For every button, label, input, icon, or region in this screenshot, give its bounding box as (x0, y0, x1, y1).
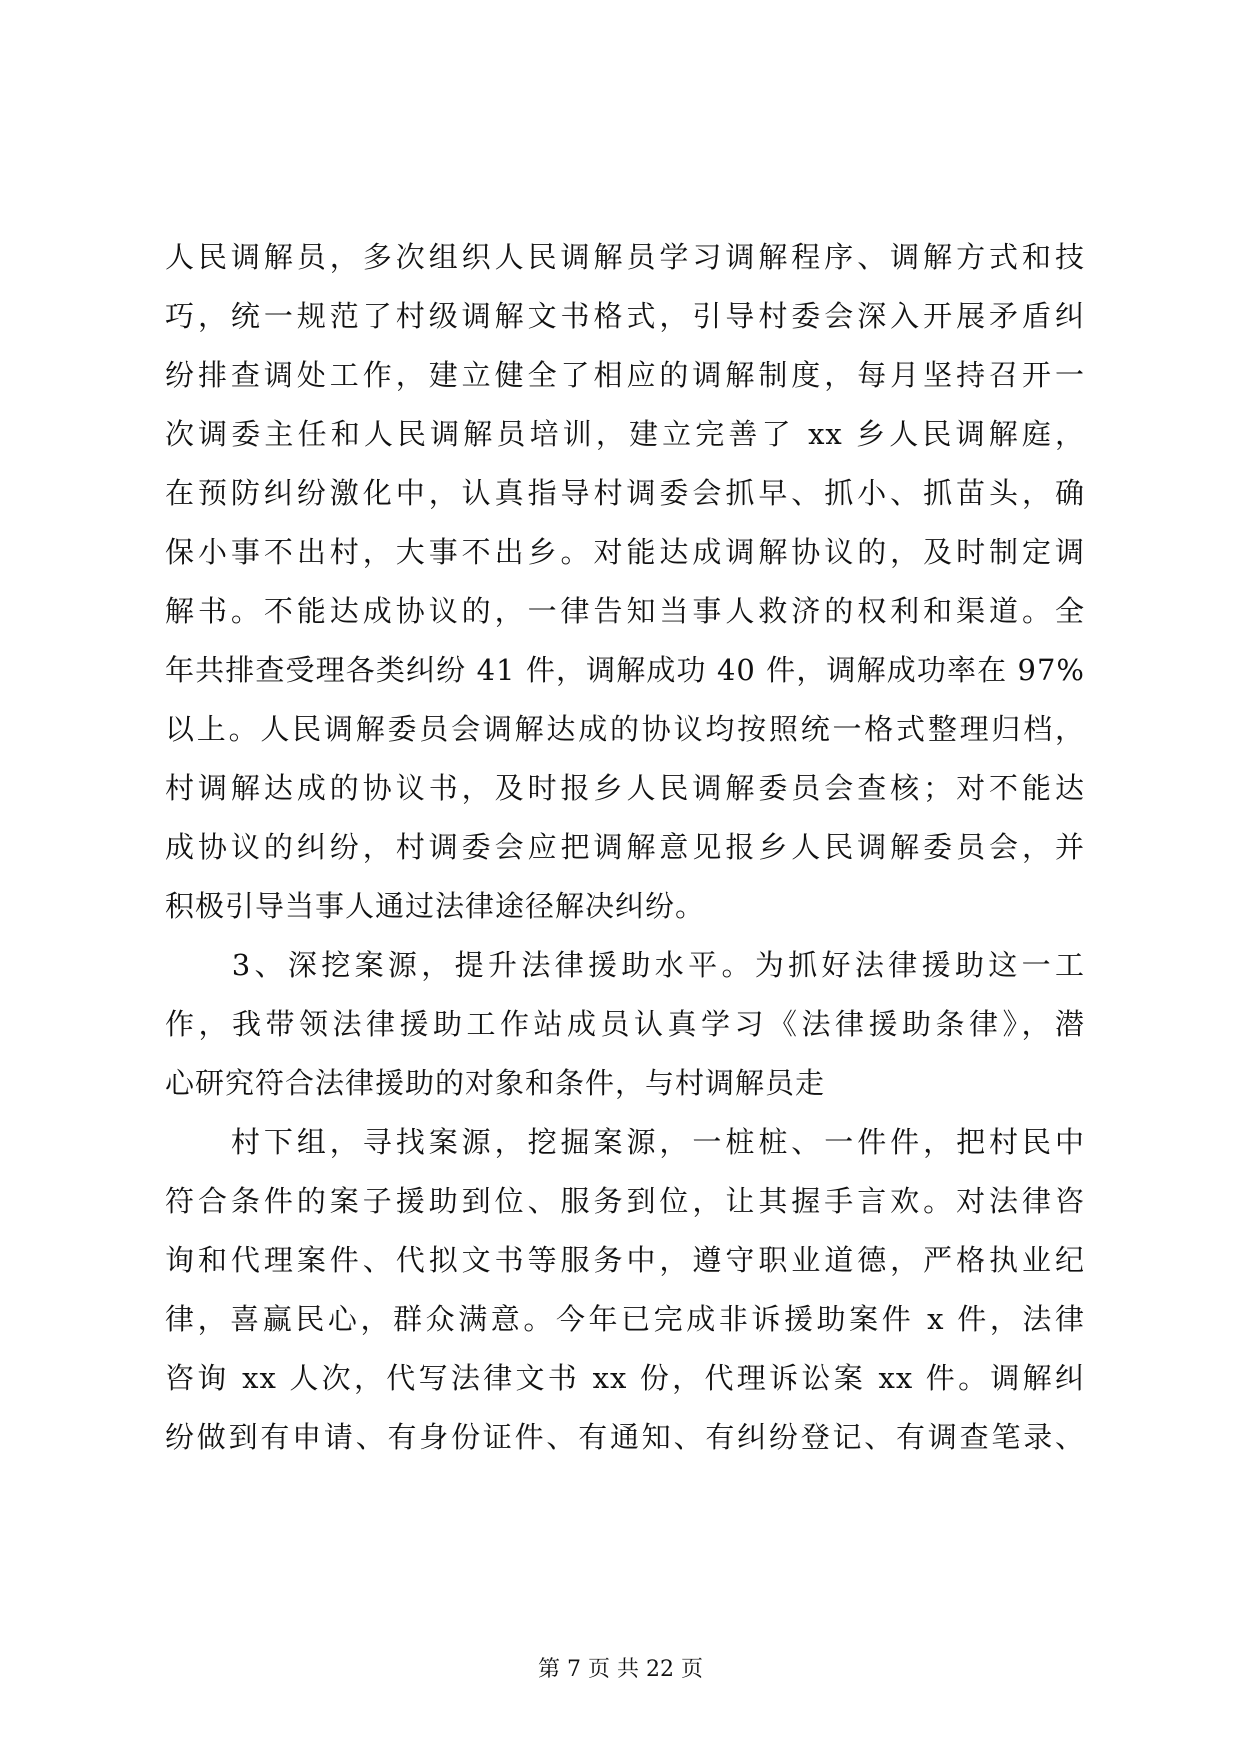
text-line: 心研究符合法律援助的对象和条件，与村调解员走 (165, 1066, 826, 1100)
text-line: 人民调解员，多次组织人民调解员学习调解程序、调解方式和技 (165, 240, 1085, 274)
text-line: 作，我带领法律援助工作站成员认真学习《法律援助条律》，潜 (165, 1007, 1085, 1041)
text-line: 村调解达成的协议书，及时报乡人民调解委员会查核；对不能达 (165, 771, 1085, 805)
text-line: 询和代理案件、代拟文书等服务中，遵守职业道德，严格执业纪 (165, 1243, 1085, 1277)
text-line: 以上。人民调解委员会调解达成的协议均按照统一格式整理归档， (165, 712, 1085, 746)
text-line: 咨询 xx 人次，代写法律文书 xx 份，代理诉讼案 xx 件。调解纠 (165, 1361, 1085, 1395)
text-line: 在预防纠纷激化中，认真指导村调委会抓早、抓小、抓苗头，确 (165, 476, 1085, 510)
page-footer: 第 7 页 共 22 页 (538, 1657, 703, 1682)
text-line: 3、深挖案源，提升法律援助水平。为抓好法律援助这一工 (165, 948, 1085, 982)
text-line: 积极引导当事人通过法律途径解决纠纷。 (165, 889, 706, 923)
text-line: 村下组，寻找案源，挖掘案源，一桩桩、一件件，把村民中 (165, 1125, 1085, 1159)
text-line: 巧，统一规范了村级调解文书格式，引导村委会深入开展矛盾纠 (165, 299, 1085, 333)
text-line: 律，喜赢民心，群众满意。今年已完成非诉援助案件 x 件，法律 (165, 1302, 1085, 1336)
text-line: 纷排查调处工作，建立健全了相应的调解制度，每月坚持召开一 (165, 358, 1085, 392)
text-line: 保小事不出村，大事不出乡。对能达成调解协议的，及时制定调 (165, 535, 1085, 569)
text-line: 年共排查受理各类纠纷 41 件，调解成功 40 件，调解成功率在 97% (165, 653, 1085, 687)
text-line: 次调委主任和人民调解员培训，建立完善了 xx 乡人民调解庭， (165, 417, 1085, 451)
text-line: 解书。不能达成协议的，一律告知当事人救济的权利和渠道。全 (165, 594, 1085, 628)
text-line: 符合条件的案子援助到位、服务到位，让其握手言欢。对法律咨 (165, 1184, 1085, 1218)
body-text (165, 228, 1085, 1467)
text-line: 纷做到有申请、有身份证件、有通知、有纠纷登记、有调查笔录、 (165, 1420, 1085, 1454)
text-line: 成协议的纠纷，村调委会应把调解意见报乡人民调解委员会，并 (165, 830, 1085, 864)
